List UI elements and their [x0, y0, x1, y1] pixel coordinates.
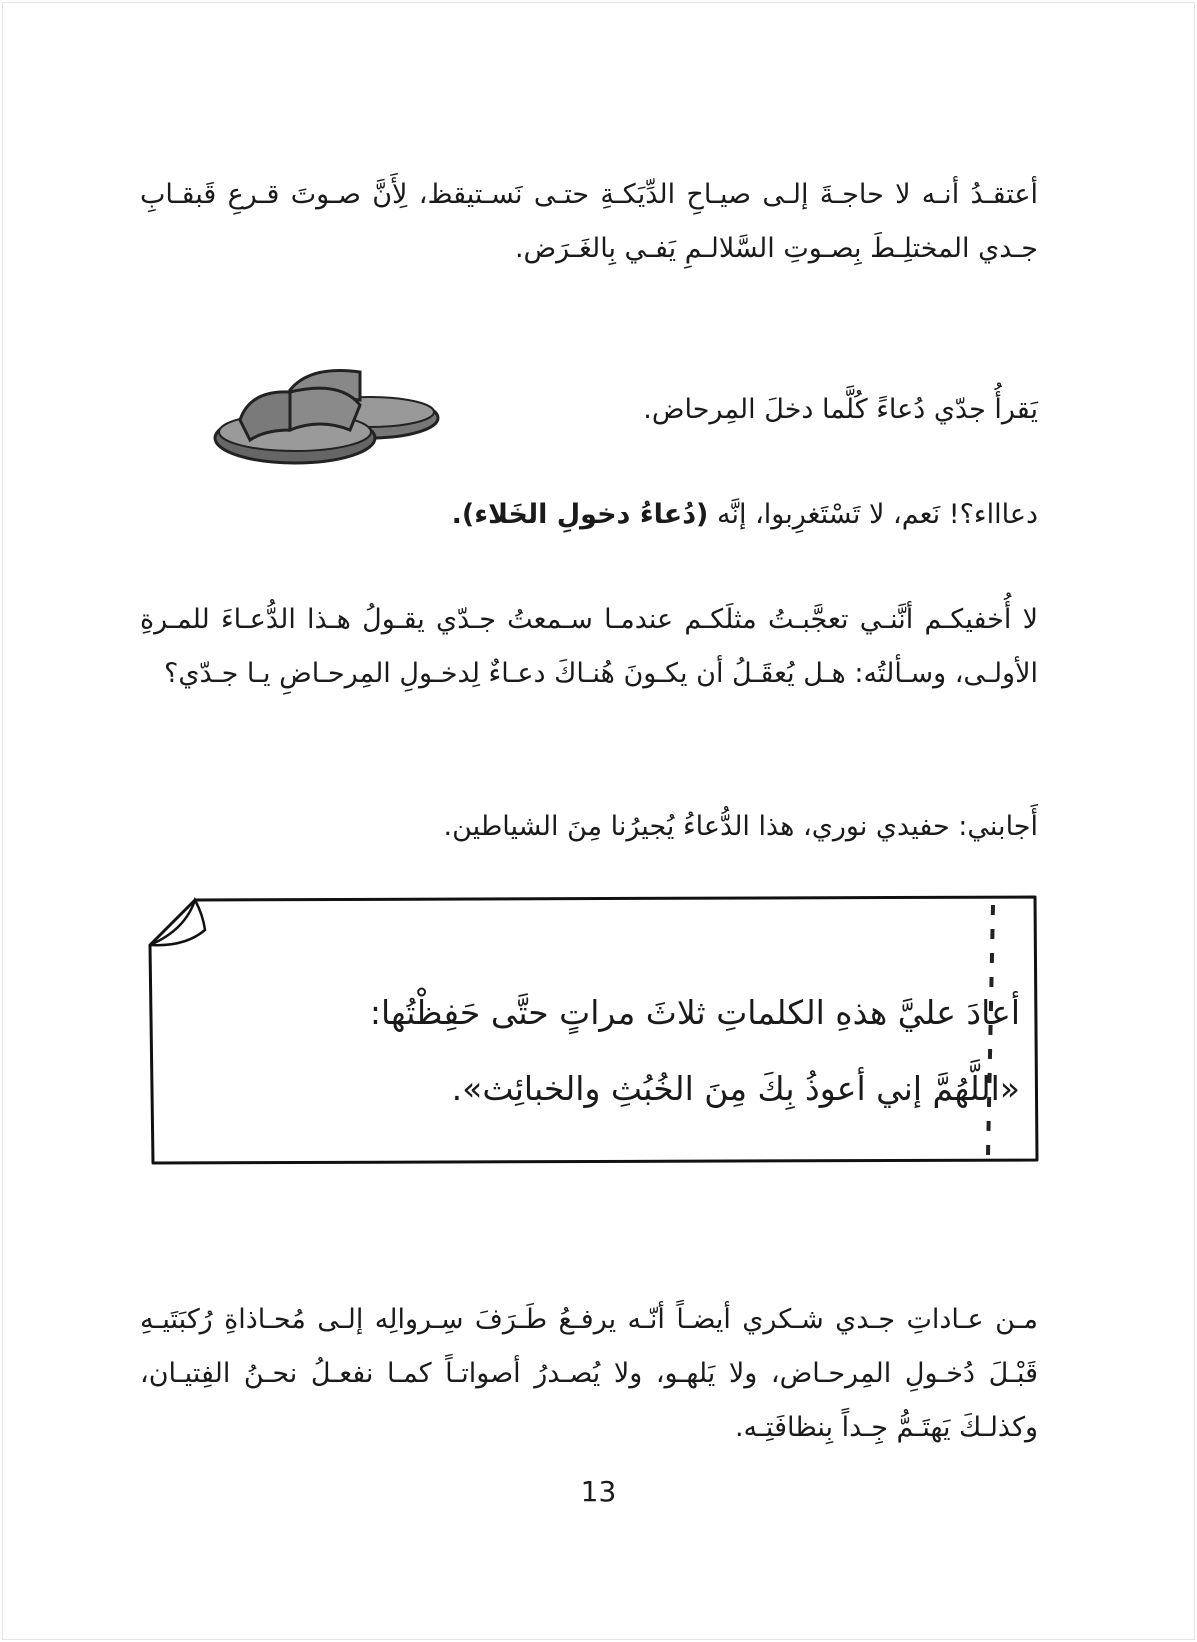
note-line-2: «اللَّهُمَّ إني أعوذُ بِكَ مِنَ الخُبُثِ والخبائِث». — [451, 1069, 1020, 1108]
page-number: 13 — [580, 1475, 617, 1508]
dua-title: (دُعاءُ دخولِ الخَلاء). — [451, 499, 709, 530]
paragraph-habits: مـن عـاداتِ جـدي شـكري أيضـاً أنّـه يرفـعُ طَـرَفَ سِـروالِه إلـى مُحـاذاةِ رُكبَتَيـهِ قَبْـلَ دُخـولِ المِرحـاض، ولا يَلهـو، ولا يُصـدرُ أصواتـاً كمـا نفعـلُ نحـنُ الفِتيـان، وكذلـكَ يَهتَـمُّ جِـداً بِنظافَتِـه. — [140, 1304, 1038, 1443]
dua-question: دعاااء؟! نَعم، لا تَسْتَغرِبوا، إنَّه — [708, 499, 1038, 530]
paragraph-intro: أعتقـدُ أنـه لا حاجـةَ إلـى صيـاحِ الدِّيَكـةِ حتـى نَسـتيقظ، لِأَنَّ صـوتَ قـرعِ قَبقـابِ جـدي المختلِـطَ بِصـوتِ السَّلالـمِ يَفـي بِالغَـرَض. — [140, 179, 1038, 264]
paragraph-dua-name — [140, 488, 1038, 542]
note-line-1: أعادَ عليَّ هذهِ الكلماتِ ثلاثَ مراتٍ حتَّى حَفِظْتُها: — [369, 993, 1020, 1032]
note-text — [240, 975, 1020, 1127]
paragraph-answer: أَجابني: حفيدي نوري، هذا الدُّعاءُ يُجيرُنا مِنَ الشياطين. — [443, 811, 1038, 842]
paragraph-reading-dua: يَقرأُ جدّي دُعاءً كُلَّما دخلَ المِرحاض. — [643, 394, 1038, 425]
paragraph-surprise: لا أُخفيكـم أنَّنـي تعجَّبـتُ مثلَكـم عندمـا سـمعتُ جـدّي يقـولُ هـذا الدُّعـاءَ للمـرةِ الأولـى، وسـألتُه: هـل يُعقَـلُ أن يكـونَ هُنـاكَ دعـاءٌ لِدخـولِ المِرحـاضِ يـا جـدّي؟ — [140, 604, 1038, 689]
